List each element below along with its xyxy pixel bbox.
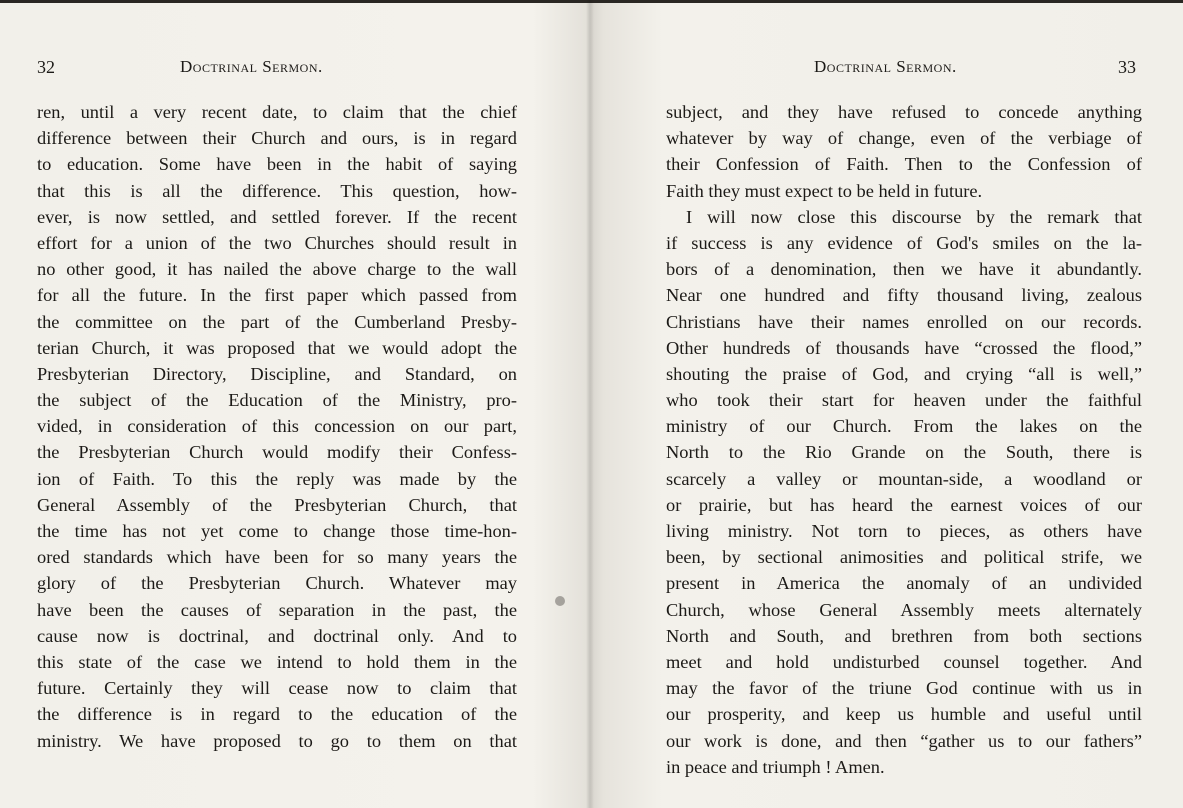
text-line: no other good, it has nailed the above charge to the wall xyxy=(37,259,517,280)
text-line: meet and hold undisturbed counsel together. And xyxy=(666,651,1142,672)
text-line: vided, in consideration of this concession on our part, xyxy=(37,416,517,437)
body-text xyxy=(666,99,1142,780)
text-line: ren, until a very recent date, to claim that the chief xyxy=(37,102,517,122)
text-line: shouting the praise of God, and crying “all is well,” xyxy=(666,363,1142,384)
text-line: this state of the case we intend to hold them in the xyxy=(37,651,517,672)
text-line: the time has not yet come to change those time-hon- xyxy=(37,521,517,541)
text-line: I will now close this discourse by the remark that xyxy=(686,206,1142,227)
text-line: their Confession of Faith. Then to the Confession of xyxy=(666,154,1142,175)
text-line: the committee on the part of the Cumberland Presby- xyxy=(37,311,517,332)
text-line: ministry of our Church. From the lakes on the xyxy=(666,416,1142,437)
text-line: Near one hundred and fifty thousand living, zealous xyxy=(666,285,1142,306)
text-line: the difference is in regard to the education of the xyxy=(37,704,517,725)
text-line: that this is all the difference. This question, how- xyxy=(37,180,517,201)
text-line: if success is any evidence of God's smiles on the la- xyxy=(666,232,1142,253)
right-page xyxy=(590,0,1183,808)
left-page xyxy=(0,0,590,808)
text-line: Presbyterian Directory, Discipline, and Standard, on xyxy=(37,363,517,384)
text-line: cause now is doctrinal, and doctrinal only. And to xyxy=(37,625,517,646)
text-line: to education. Some have been in the habit of saying xyxy=(37,154,517,175)
text-line: in peace and triumph ! Amen. xyxy=(666,756,885,777)
text-line: who took their start for heaven under the faithful xyxy=(666,390,1142,411)
text-line: the Presbyterian Church would modify their Confess- xyxy=(37,442,517,463)
text-line: terian Church, it was proposed that we would adopt the xyxy=(37,337,517,358)
text-line: glory of the Presbyterian Church. Whatever may xyxy=(37,573,517,594)
text-line: ever, is now settled, and settled forever. If the recent xyxy=(37,206,517,227)
text-line: bors of a denomination, then we have it abundantly. xyxy=(666,259,1142,280)
body-text xyxy=(37,99,517,754)
text-line: ministry. We have proposed to go to them on that xyxy=(37,730,517,751)
text-line: present in America the anomaly of an undivided xyxy=(666,573,1142,594)
text-line: living ministry. Not torn to pieces, as others have xyxy=(666,521,1142,541)
text-line: effort for a union of the two Churches should result in xyxy=(37,232,517,253)
text-line: scarcely a valley or mountan-side, a woodland or xyxy=(666,468,1142,489)
running-head: Doctrinal Sermon. xyxy=(814,57,957,76)
text-line: General Assembly of the Presbyterian Church, that xyxy=(37,494,517,515)
running-head: Doctrinal Sermon. xyxy=(180,57,323,76)
ink-blot xyxy=(555,596,565,606)
text-line: our prosperity, and keep us humble and useful until xyxy=(666,704,1142,725)
page-number: 32 xyxy=(37,57,55,77)
text-line: for all the future. In the first paper which passed from xyxy=(37,285,517,306)
text-line: Faith they must expect to be held in future. xyxy=(666,180,983,201)
page-number: 33 xyxy=(1118,57,1136,77)
text-line: the subject of the Education of the Ministry, pro- xyxy=(37,390,517,411)
text-line: may the favor of the triune God continue with us in xyxy=(666,678,1142,699)
text-line: been, by sectional animosities and political strife, we xyxy=(666,547,1142,568)
text-line: or prairie, but has heard the earnest voices of our xyxy=(666,494,1142,515)
text-line: North to the Rio Grande on the South, there is xyxy=(666,442,1142,463)
text-line: Church, whose General Assembly meets alternately xyxy=(666,599,1142,620)
text-line: North and South, and brethren from both sections xyxy=(666,625,1142,646)
text-line: difference between their Church and ours, is in regard xyxy=(37,128,517,149)
text-line: Other hundreds of thousands have “crossed the flood,” xyxy=(666,337,1142,358)
text-line: subject, and they have refused to concede anything xyxy=(666,102,1142,122)
text-line: future. Certainly they will cease now to claim that xyxy=(37,678,517,699)
text-line: ored standards which have been for so many years the xyxy=(37,547,517,568)
text-line: our work is done, and then “gather us to our fathers” xyxy=(666,730,1142,751)
text-line: whatever by way of change, even of the verbiage of xyxy=(666,128,1142,149)
text-line: have been the causes of separation in the past, the xyxy=(37,599,517,620)
text-line: Christians have their names enrolled on our records. xyxy=(666,311,1142,332)
text-line: ion of Faith. To this the reply was made by the xyxy=(37,468,517,489)
